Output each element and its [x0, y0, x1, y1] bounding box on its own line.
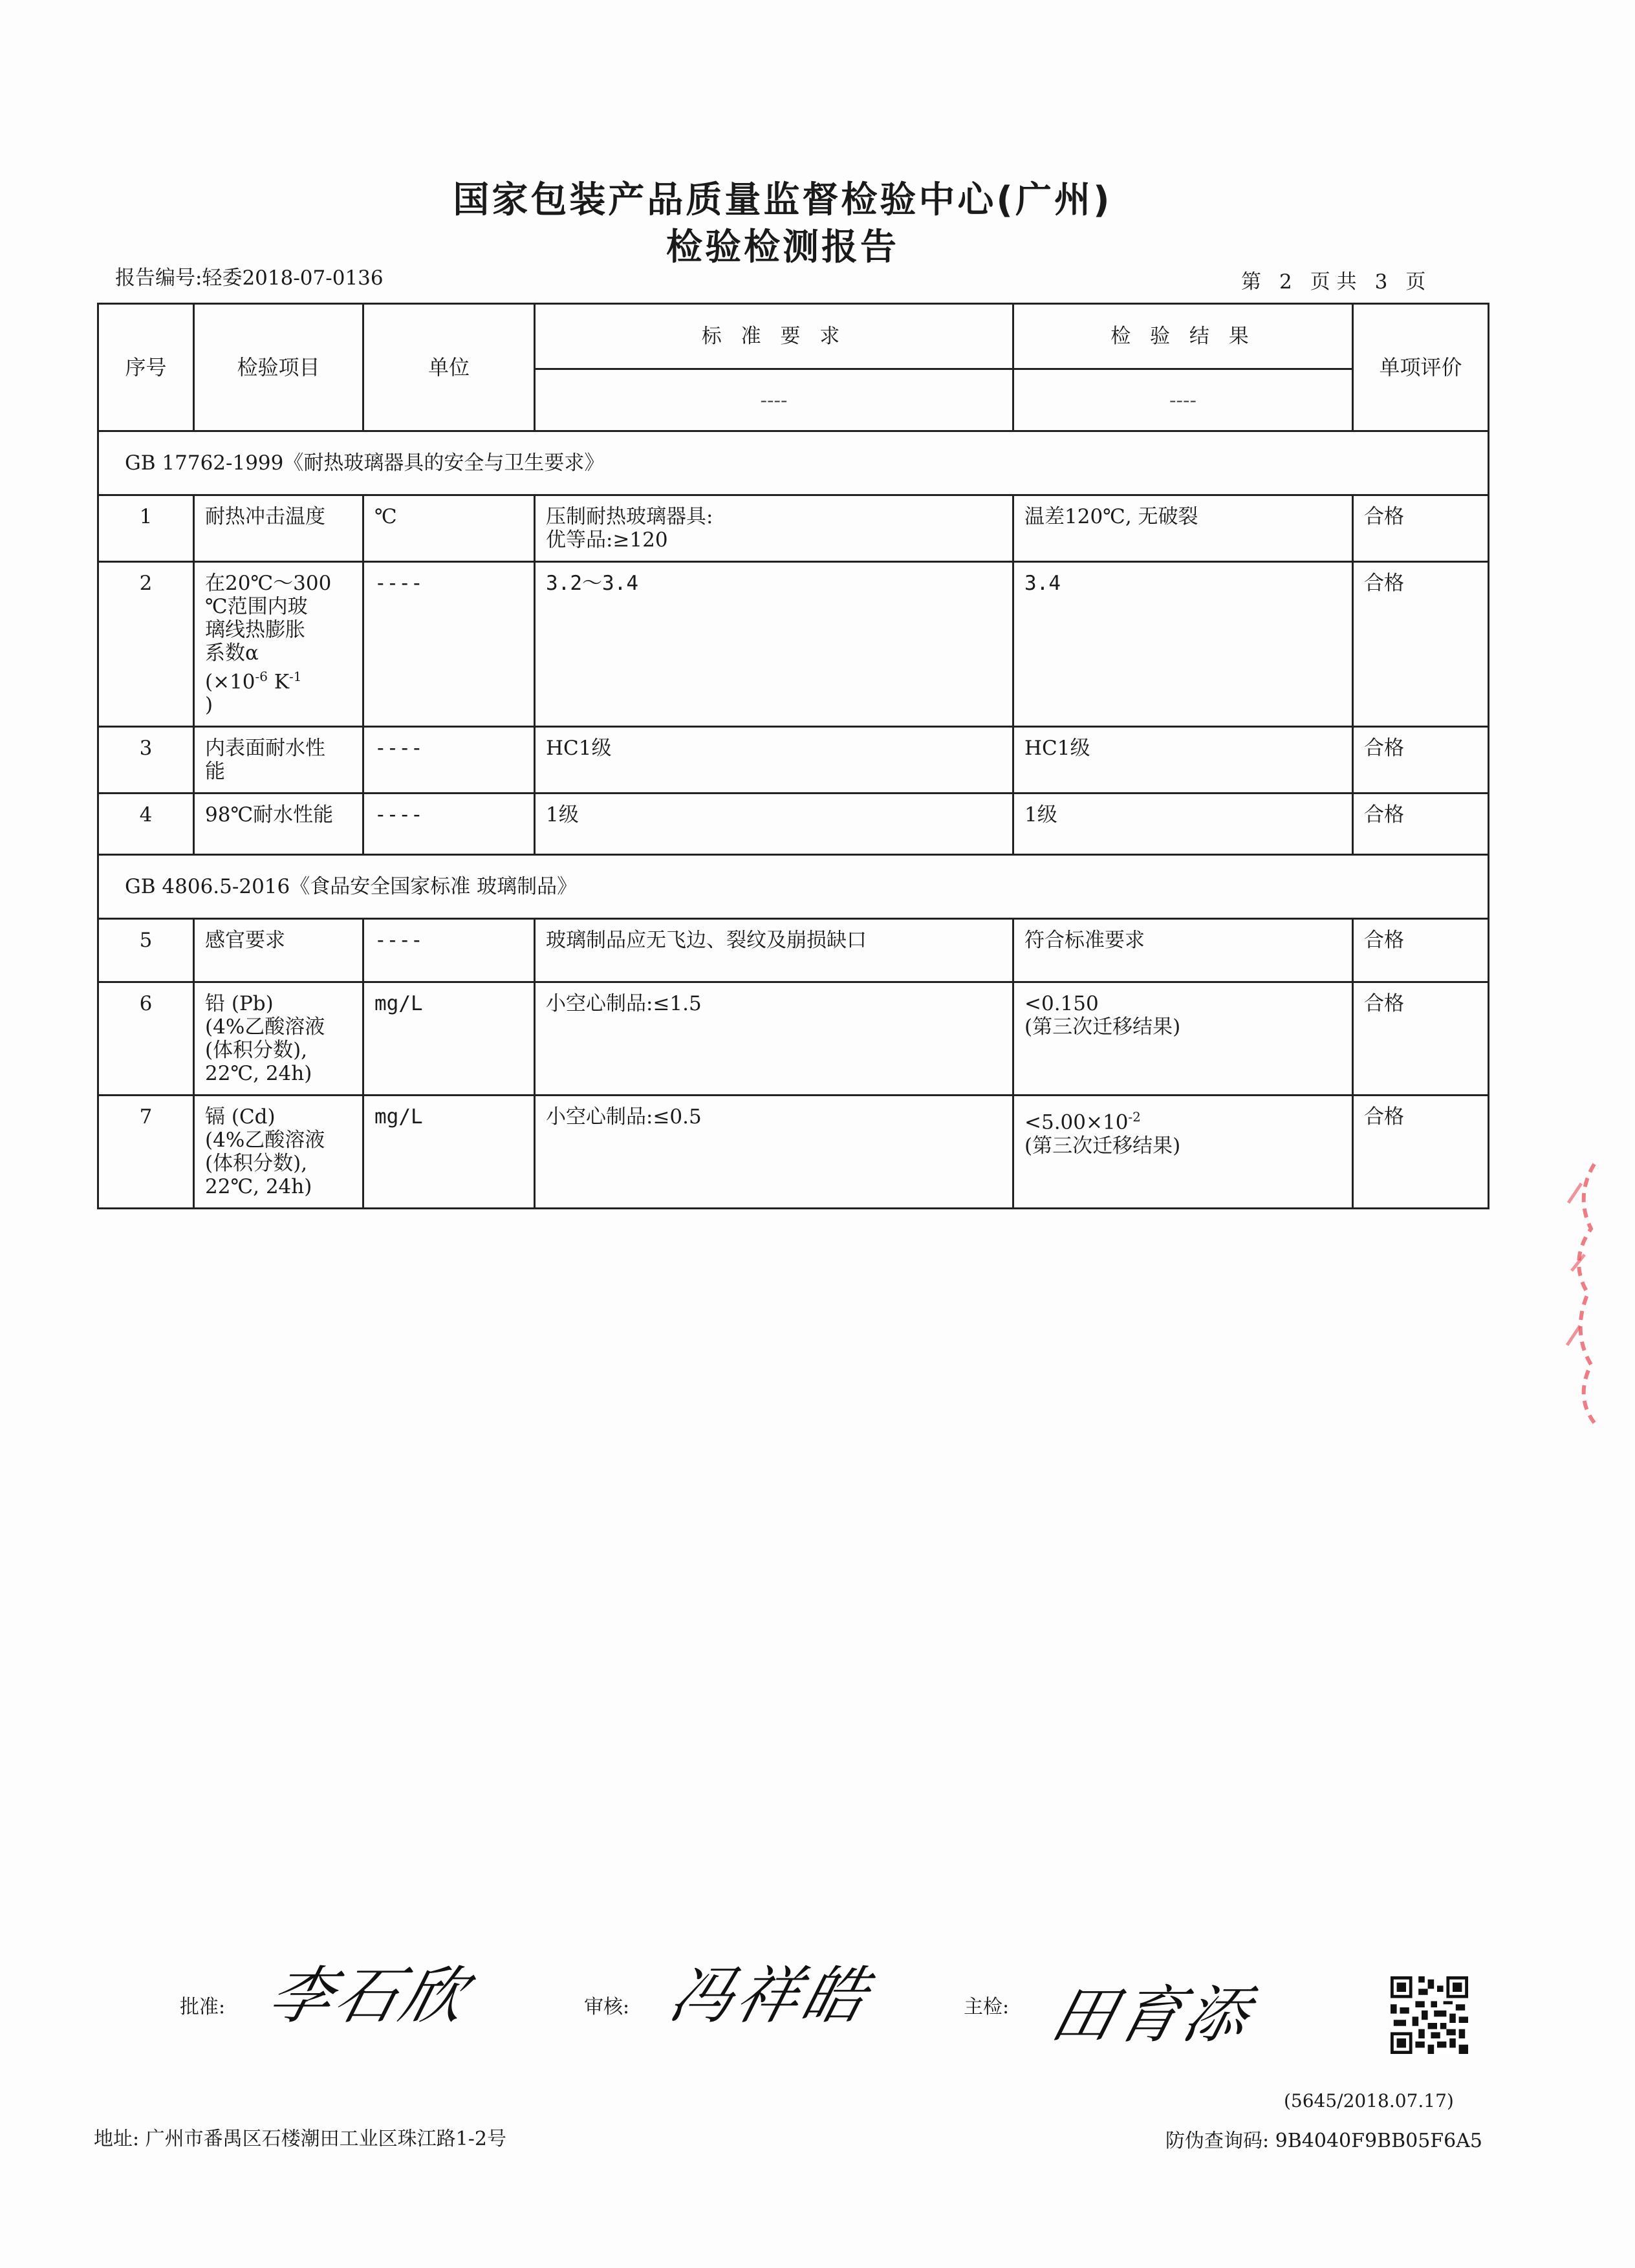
table-row	[98, 727, 1489, 794]
header-unit: 单位	[363, 304, 535, 431]
page-current: 2	[1279, 270, 1292, 294]
table-row	[98, 794, 1489, 855]
item-line: ℃范围内玻	[205, 595, 308, 618]
item-line: (体积分数),	[205, 1152, 308, 1176]
row-requirement: 3.2～3.4	[535, 562, 1013, 727]
result-line: <0.150	[1024, 992, 1099, 1016]
page-prefix: 第	[1241, 270, 1261, 294]
row-seq: 1	[98, 495, 194, 562]
row-item	[194, 727, 363, 794]
row-requirement: 玻璃制品应无飞边、裂纹及崩损缺口	[535, 919, 1013, 982]
page-mid: 页 共	[1310, 270, 1357, 294]
row-result: HC1级	[1013, 727, 1353, 794]
report-number: 报告编号:轻委2018-07-0136	[115, 266, 384, 290]
table-row	[98, 982, 1489, 1096]
header-seq: 序号	[98, 304, 194, 431]
anti-fake-code: 防伪查询码: 9B4040F9BB05F6A5	[1165, 2130, 1482, 2152]
row-unit: mg/L	[363, 982, 535, 1096]
item-line: 镉 (Cd)	[205, 1105, 276, 1129]
report-title-line1: 国家包装产品质量监督检验中心(广州)	[453, 179, 1112, 221]
row-seq: 3	[98, 727, 194, 794]
inspect-label: 主检:	[964, 1996, 1010, 2018]
row-seq: 5	[98, 919, 194, 982]
item-part: (×10	[205, 670, 255, 694]
row-result: 温差120℃, 无破裂	[1013, 495, 1353, 562]
item-line: )	[205, 693, 213, 717]
item-line: (4%乙酸溶液	[205, 1015, 325, 1039]
row-item	[194, 982, 363, 1096]
item-line: 22℃, 24h)	[205, 1175, 312, 1199]
inspection-table	[97, 303, 1489, 1209]
row-eval: 合格	[1353, 495, 1489, 562]
row-eval: 合格	[1353, 562, 1489, 727]
req-line: 压制耐热玻璃器具:	[546, 505, 713, 528]
row-requirement	[535, 495, 1013, 562]
row-item: 感官要求	[194, 919, 363, 982]
item-line: 在20℃～300	[205, 572, 332, 595]
req-line: 优等品:≥120	[546, 528, 668, 552]
review-label: 审核:	[584, 1996, 630, 2018]
item-line: (4%乙酸溶液	[205, 1129, 325, 1152]
row-result	[1013, 982, 1353, 1096]
approve-signature: 李石欣	[261, 1960, 478, 2032]
red-stamp-edge	[1555, 1158, 1607, 1429]
section-row	[98, 431, 1489, 495]
row-seq: 6	[98, 982, 194, 1096]
item-line: 系数α	[205, 642, 259, 665]
page-total: 3	[1374, 270, 1388, 294]
section-gb4806: GB 4806.5-2016《食品安全国家标准 玻璃制品》	[98, 855, 1489, 919]
section-row	[98, 855, 1489, 919]
table-row	[98, 919, 1489, 982]
row-unit: mg/L	[363, 1096, 535, 1209]
result-line	[1024, 1105, 1341, 1134]
requirement-sub: ----	[535, 369, 1013, 431]
review-signature: 冯祥皓	[662, 1960, 879, 2032]
row-result: 符合标准要求	[1013, 919, 1353, 982]
row-eval: 合格	[1353, 794, 1489, 855]
row-requirement: 1级	[535, 794, 1013, 855]
row-requirement: 小空心制品:≤1.5	[535, 982, 1013, 1096]
result-line: (第三次迁移结果)	[1024, 1015, 1181, 1039]
result-exponent: -2	[1128, 1109, 1141, 1125]
table-header-row	[98, 304, 1489, 369]
table-row	[98, 562, 1489, 727]
row-result: 1级	[1013, 794, 1353, 855]
item-line: 铅 (Pb)	[205, 992, 274, 1016]
table-row	[98, 1096, 1489, 1209]
page-suffix: 页	[1405, 270, 1426, 294]
row-unit: ----	[363, 727, 535, 794]
row-result: 3.4	[1013, 562, 1353, 727]
result-part: <5.00×10	[1024, 1110, 1129, 1134]
item-line: 内表面耐水性	[205, 737, 325, 761]
section-gb17762: GB 17762-1999《耐热玻璃器具的安全与卫生要求》	[98, 431, 1489, 495]
result-line: (第三次迁移结果)	[1024, 1134, 1181, 1158]
row-requirement: 小空心制品:≤0.5	[535, 1096, 1013, 1209]
row-seq: 4	[98, 794, 194, 855]
item-line: 22℃, 24h)	[205, 1062, 312, 1086]
row-eval: 合格	[1353, 982, 1489, 1096]
item-part: K	[274, 670, 290, 694]
row-unit: ℃	[363, 495, 535, 562]
row-item	[194, 1096, 363, 1209]
item-line	[205, 665, 352, 693]
row-seq: 7	[98, 1096, 194, 1209]
item-line: (体积分数),	[205, 1039, 308, 1063]
address: 地址: 广州市番禺区石楼潮田工业区珠江路1-2号	[94, 2128, 506, 2150]
qr-code-icon	[1391, 1976, 1468, 2054]
row-requirement: HC1级	[535, 727, 1013, 794]
row-unit: ----	[363, 562, 535, 727]
item-line: 能	[205, 760, 225, 784]
item-exponent: -6	[255, 669, 268, 684]
footer-code: (5645/2018.07.17)	[1284, 2090, 1454, 2111]
row-result	[1013, 1096, 1353, 1209]
item-line: 璃线热膨胀	[205, 618, 305, 642]
row-item: 耐热冲击温度	[194, 495, 363, 562]
row-unit: ----	[363, 794, 535, 855]
approve-label: 批准:	[180, 1996, 226, 2018]
inspect-signature: 田育添	[1044, 1979, 1261, 2051]
row-eval: 合格	[1353, 1096, 1489, 1209]
header-item: 检验项目	[194, 304, 363, 431]
row-seq: 2	[98, 562, 194, 727]
row-eval: 合格	[1353, 727, 1489, 794]
page-indicator	[1232, 265, 1435, 294]
header-evaluation: 单项评价	[1353, 304, 1489, 431]
row-item: 98℃耐水性能	[194, 794, 363, 855]
table-row	[98, 495, 1489, 562]
header-requirement: 标 准 要 求	[535, 304, 1013, 369]
header-result: 检 验 结 果	[1013, 304, 1353, 369]
result-sub: ----	[1013, 369, 1353, 431]
row-eval: 合格	[1353, 919, 1489, 982]
row-unit: ----	[363, 919, 535, 982]
item-exponent: -1	[289, 669, 302, 684]
row-item	[194, 562, 363, 727]
report-title-line2: 检验检测报告	[666, 226, 899, 268]
